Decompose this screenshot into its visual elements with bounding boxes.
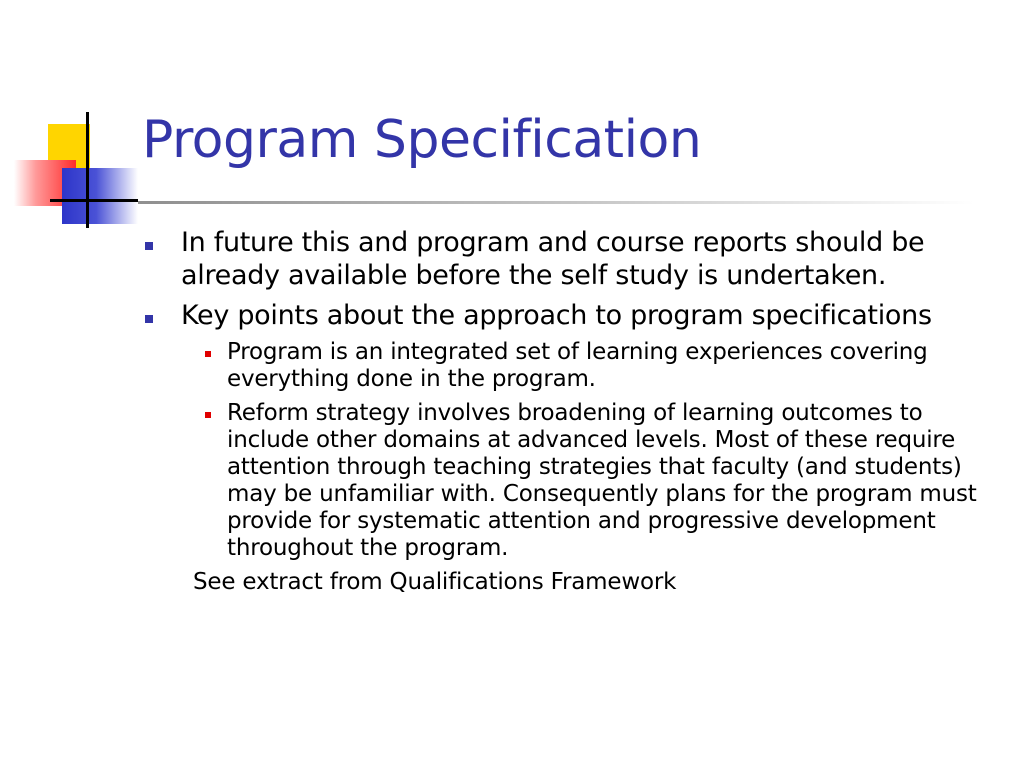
- logo-vertical-line: [86, 112, 89, 228]
- bullet-text: In future this and program and course reports should be already available before the self study is undertaken.: [181, 227, 925, 291]
- bullet-item: [140, 226, 1000, 292]
- sub-bullet-item: [181, 400, 1000, 562]
- logo-horizontal-line: [50, 199, 138, 202]
- sub-bullet-text: Program is an integrated set of learning experiences covering everything done in the program.: [227, 339, 928, 392]
- title-divider: [138, 201, 974, 204]
- sub-bullet-item: [181, 339, 1000, 393]
- bullet-item: [140, 299, 1000, 562]
- footnote-text: See extract from Qualifications Framework: [193, 569, 677, 595]
- logo-blue-square: [62, 168, 138, 224]
- slide-title: Program Specification: [142, 110, 702, 170]
- slide-content: [140, 226, 1000, 596]
- sub-bullet-text: Reform strategy involves broadening of learning outcomes to include other domains at advanced levels. Most of these require attention through teaching strategies that faculty (and students) may be unfamiliar with. Consequently plans for the program must provide for systematic attention and progressive development throughout the program.: [227, 400, 977, 561]
- square-bullet-icon: [145, 242, 153, 250]
- square-bullet-icon: [145, 315, 153, 323]
- red-square-bullet-icon: [205, 412, 211, 418]
- bullet-list: [140, 226, 1000, 562]
- red-square-bullet-icon: [205, 351, 211, 357]
- bullet-text: Key points about the approach to program specifications: [181, 300, 932, 331]
- sub-bullet-list: [181, 339, 1000, 562]
